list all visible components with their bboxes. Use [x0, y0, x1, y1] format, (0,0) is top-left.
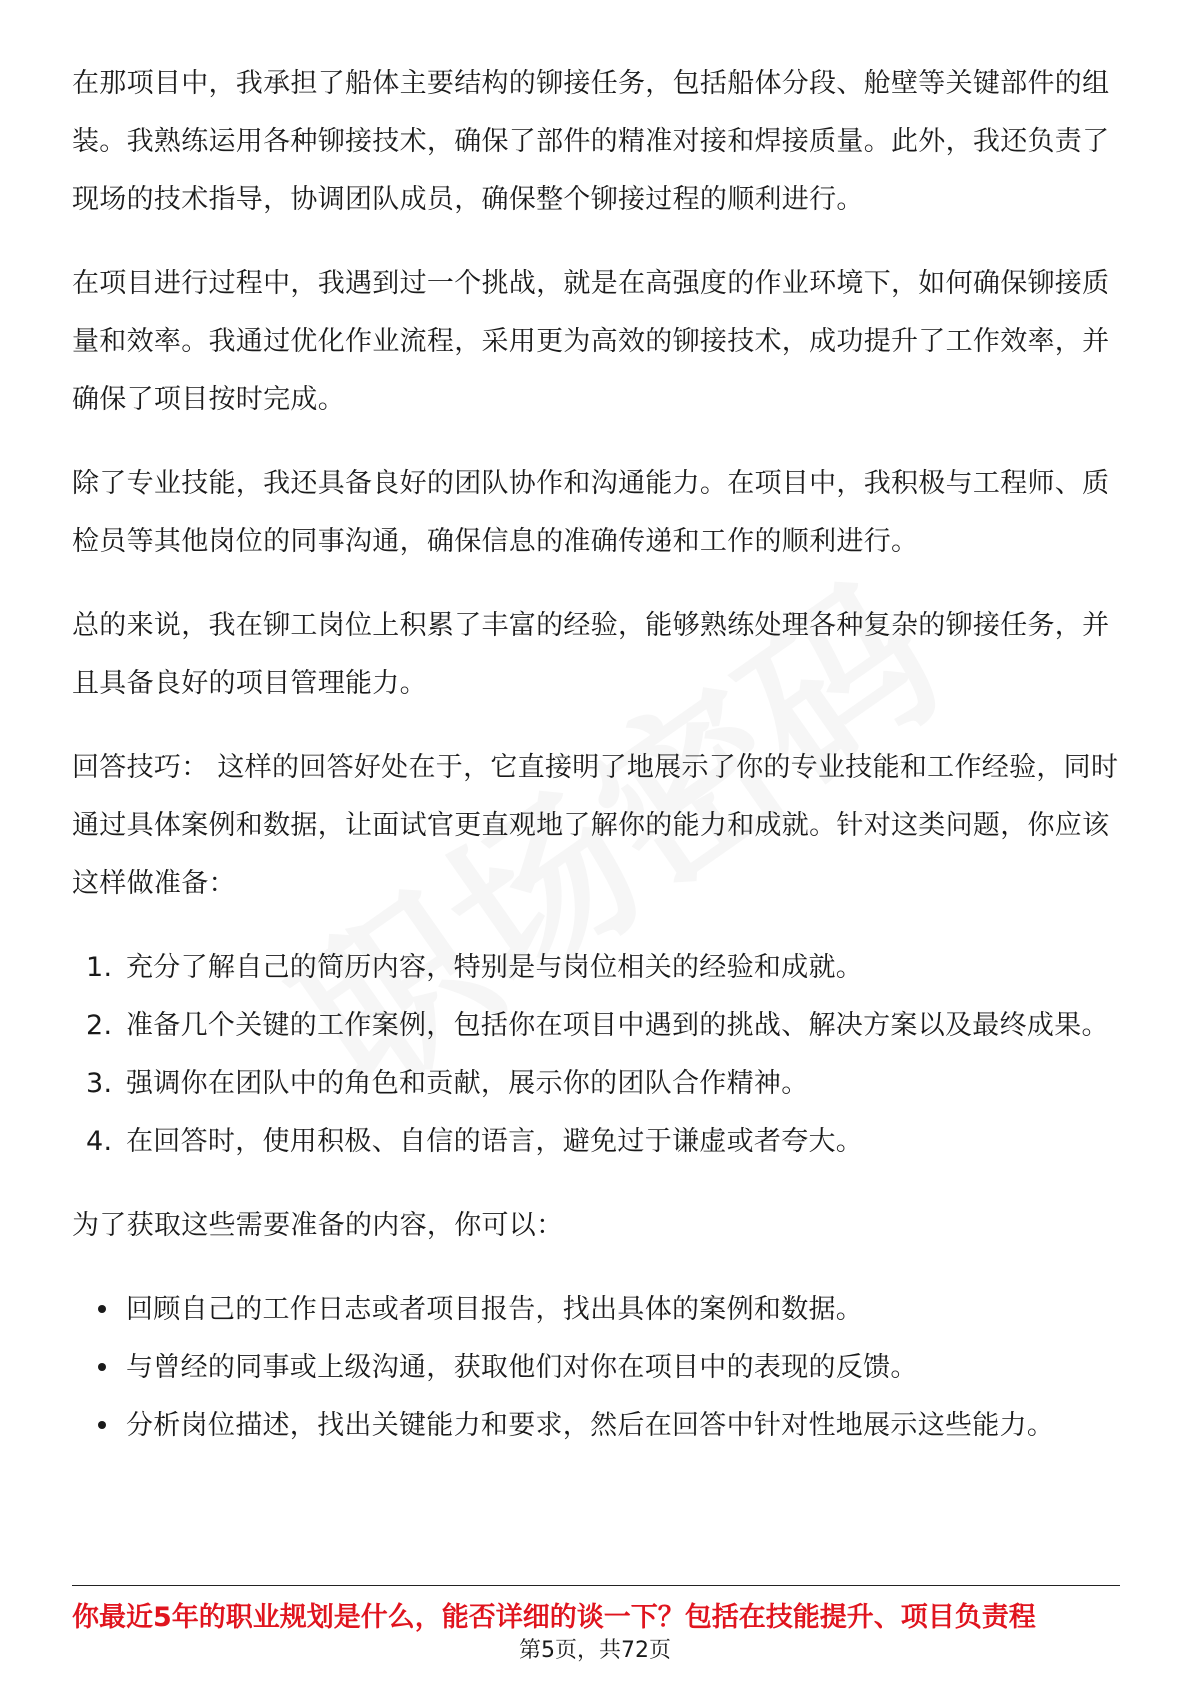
bullet-icon: [98, 1363, 106, 1371]
list-item: [72, 1055, 1120, 1113]
list-item-text: 充分了解自己的简历内容，特别是与岗位相关的经验和成就。: [126, 952, 864, 983]
list-item: [72, 1281, 1120, 1339]
document-body: [72, 55, 1120, 1481]
paragraph-ways-intro: 为了获取这些需要准备的内容，你可以：: [72, 1210, 564, 1241]
section-divider: [72, 1585, 1120, 1586]
next-question-heading: 你最近5年的职业规划是什么，能否详细的谈一下？包括在技能提升、项目负责程: [72, 1602, 1036, 1633]
ways-list: [72, 1281, 1120, 1455]
list-item: [72, 1113, 1120, 1171]
list-number: 1.: [86, 952, 113, 983]
list-item: [72, 1339, 1120, 1397]
paragraph-summary: 总的来说，我在铆工岗位上积累了丰富的经验，能够熟练处理各种复杂的铆接任务，并且具备良好的项目管理能力。: [72, 610, 1110, 699]
paragraph-challenge: 在项目进行过程中，我遇到过一个挑战，就是在高强度的作业环境下，如何确保铆接质量和效率。我通过优化作业流程，采用更为高效的铆接技术，成功提升了工作效率，并确保了项目按时完成。: [72, 268, 1110, 415]
list-number: 3.: [86, 1068, 113, 1099]
bullet-icon: [98, 1305, 106, 1313]
page-number: 第5页，共72页: [519, 1638, 671, 1663]
paragraph-answer-tips: 回答技巧： 这样的回答好处在于，它直接明了地展示了你的专业技能和工作经验，同时通过具体案例和数据，让面试官更直观地了解你的能力和成就。针对这类问题，你应该这样做准备：: [72, 752, 1119, 899]
bullet-icon: [98, 1421, 106, 1429]
list-item-text: 准备几个关键的工作案例，包括你在项目中遇到的挑战、解决方案以及最终成果。: [126, 1010, 1109, 1041]
list-item-text: 在回答时，使用积极、自信的语言，避免过于谦虚或者夸大。: [126, 1126, 864, 1157]
list-item: [72, 1397, 1120, 1455]
list-item: [72, 997, 1120, 1055]
paragraph-project-role: 在那项目中，我承担了船体主要结构的铆接任务，包括船体分段、舱壁等关键部件的组装。我熟练运用各种铆接技术，确保了部件的精准对接和焊接质量。此外，我还负责了现场的技术指导，协调团队成员，确保整个铆接过程的顺利进行。: [72, 68, 1110, 215]
paragraph-teamwork: 除了专业技能，我还具备良好的团队协作和沟通能力。在项目中，我积极与工程师、质检员等其他岗位的同事沟通，确保信息的准确传递和工作的顺利进行。: [72, 468, 1110, 557]
list-number: 4.: [86, 1126, 113, 1157]
list-item: [72, 939, 1120, 997]
preparation-list: [72, 939, 1120, 1171]
list-item-text: 回顾自己的工作日志或者项目报告，找出具体的案例和数据。: [126, 1294, 864, 1325]
list-number: 2.: [86, 1010, 113, 1041]
list-item-text: 强调你在团队中的角色和贡献，展示你的团队合作精神。: [126, 1068, 809, 1099]
list-item-text: 分析岗位描述，找出关键能力和要求，然后在回答中针对性地展示这些能力。: [126, 1410, 1055, 1441]
list-item-text: 与曾经的同事或上级沟通，获取他们对你在项目中的表现的反馈。: [126, 1352, 918, 1383]
